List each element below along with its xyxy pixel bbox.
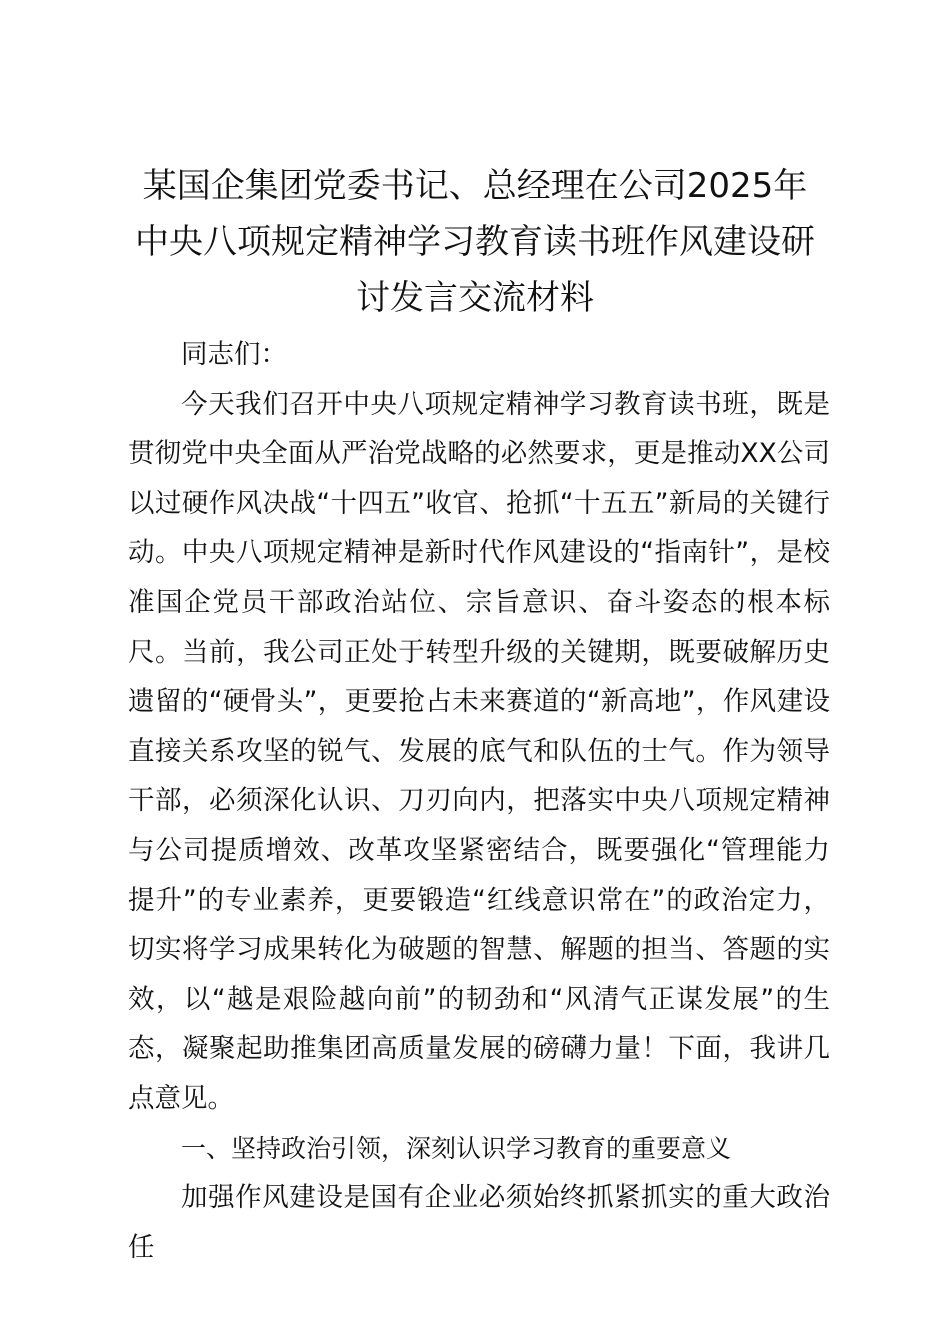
section-1-paragraph: 加强作风建设是国有企业必须始终抓紧抓实的重大政治任 xyxy=(128,1182,830,1263)
title-line-3: 讨发言交流材料 xyxy=(356,278,594,318)
salutation: 同志们： xyxy=(181,339,287,370)
document-body xyxy=(128,330,830,1272)
document-title xyxy=(120,158,830,326)
title-line-2: 中央八项规定精神学习教育读书班作风建设研 xyxy=(135,222,815,262)
title-line-1: 某国企集团党委书记、总经理在公司2025年 xyxy=(142,166,808,206)
section-1-heading: 一、坚持政治引领，深刻认识学习教育的重要意义 xyxy=(181,1133,732,1163)
intro-paragraph: 今天我们召开中央八项规定精神学习教育读书班，既是贯彻党中央全面从严治党战略的必然要求，更是推动XX公司以过硬作风决战“十四五”收官、抢抓“十五五”新局的关键行动。中央八项规定精神是新时代作风建设的“指南针”，是校准国企党员干部政治站位、宗旨意识、奋斗姿态的根本标尺。当前，我公司正处于转型升级的关键期，既要破解历史遗留的“硬骨头”，更要抢占未来赛道的“新高地”，作风建设直接关系攻坚的锐气、发展的底气和队伍的士气。作为领导干部，必须深化认识、刀刃向内，把落实中央八项规定精神与公司提质增效、改革攻坚紧密结合，既要强化“管理能力提升”的专业素养，更要锻造“红线意识常在”的政治定力，切实将学习成果转化为破题的智慧、解题的担当、答题的实效，以“越是艰险越向前”的韧劲和“风清气正谋发展”的生态，凝聚起助推集团高质量发展的磅礴力量！下面，我讲几点意见。 xyxy=(128,388,830,1114)
